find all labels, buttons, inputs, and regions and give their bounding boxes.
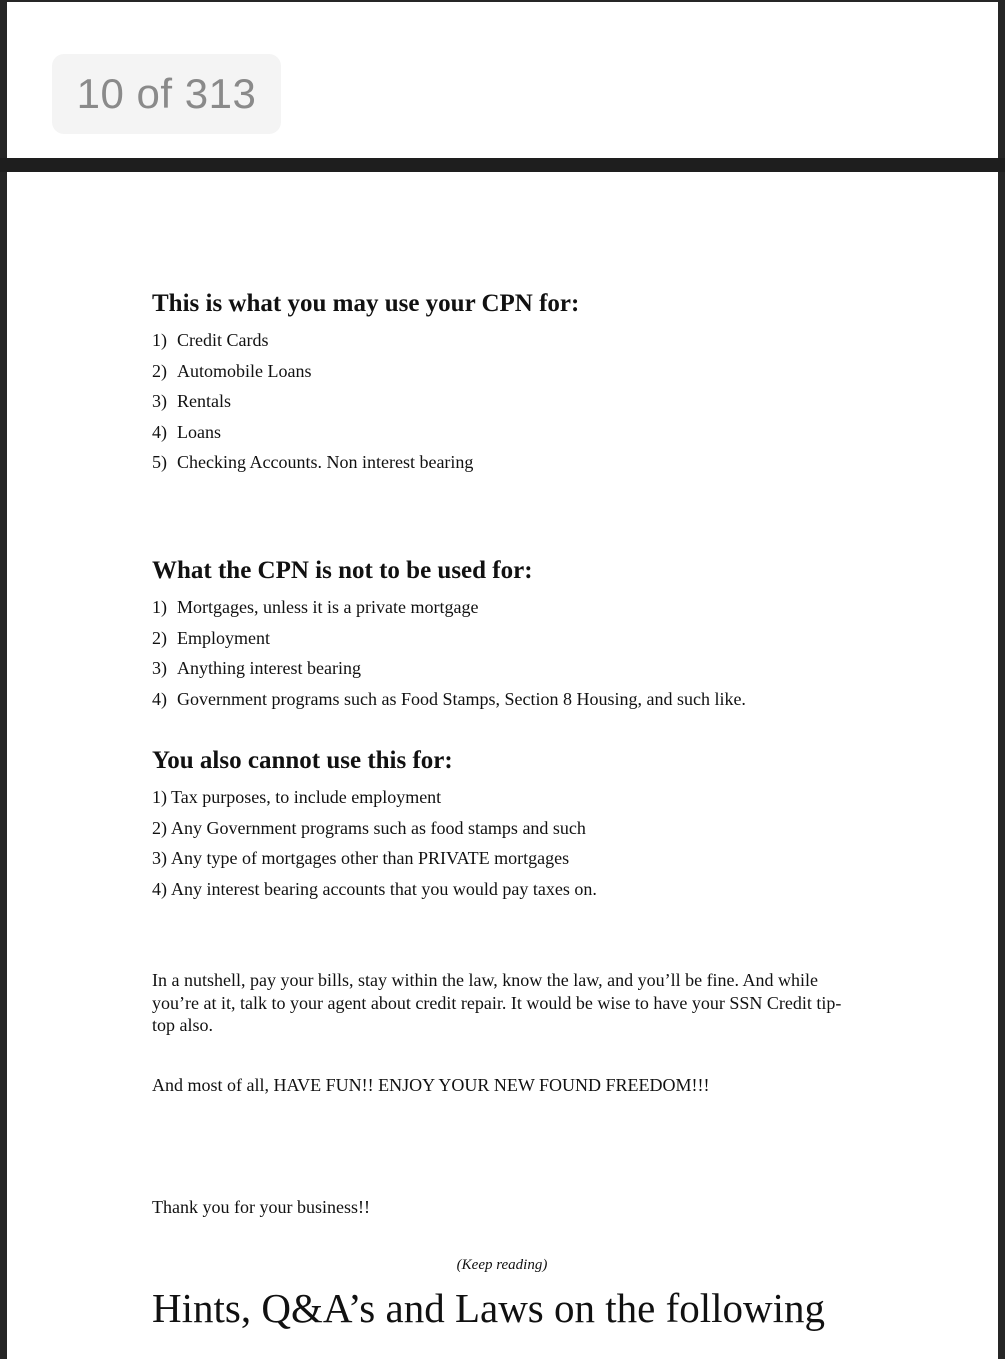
thanks-paragraph: Thank you for your business!!: [152, 1197, 370, 1217]
list-item: 4) Government programs such as Food Stamps, Section 8 Housing, and such like.: [152, 688, 746, 709]
list-item: 4) Any interest bearing accounts that you would pay taxes on.: [152, 878, 597, 899]
list-item: 1) Mortgages, unless it is a private mortgage: [152, 597, 479, 617]
list-item: 1) Tax purposes, to include employment: [152, 787, 442, 807]
viewer-header: [7, 2, 998, 158]
list-item: 3) Rentals: [152, 391, 231, 411]
page-separator: [0, 158, 1005, 172]
next-section-title: Hints, Q&A’s and Laws on the following: [152, 1285, 826, 1331]
list-item: 3) Any type of mortgages other than PRIVATE mortgages: [152, 848, 570, 868]
nutshell-paragraph: In a nutshell, pay your bills, stay within the law, know the law, and you’ll be fine. And while you’re at it, talk to your agent about credit repair. It would be wise to have your SSN Credit tip-top also.: [152, 970, 842, 1035]
have-fun-paragraph: And most of all, HAVE FUN!! ENJOY YOUR NEW FOUND FREEDOM!!!: [152, 1075, 710, 1095]
list-item: 2) Any Government programs such as food stamps and such: [152, 817, 586, 838]
section-heading-not-used: What the CPN is not to be used for:: [152, 557, 533, 584]
not-used-list: [152, 592, 746, 714]
keep-reading-note: (Keep reading): [456, 1257, 548, 1273]
section-heading-uses: This is what you may use your CPN for:: [152, 290, 580, 317]
list-item: 3) Anything interest bearing: [152, 658, 361, 678]
list-item: 5) Checking Accounts. Non interest bearing: [152, 452, 474, 472]
cannot-use-list: [152, 782, 597, 904]
list-item: 1) Credit Cards: [152, 330, 269, 350]
document-page: [7, 172, 998, 1359]
uses-list: [152, 325, 473, 478]
page-indicator[interactable]: 10 of 313: [52, 54, 281, 134]
list-item: 2) Employment: [152, 627, 270, 648]
list-item: 4) Loans: [152, 421, 221, 442]
list-item: 2) Automobile Loans: [152, 360, 312, 381]
section-heading-cannot-use: You also cannot use this for:: [152, 747, 453, 774]
